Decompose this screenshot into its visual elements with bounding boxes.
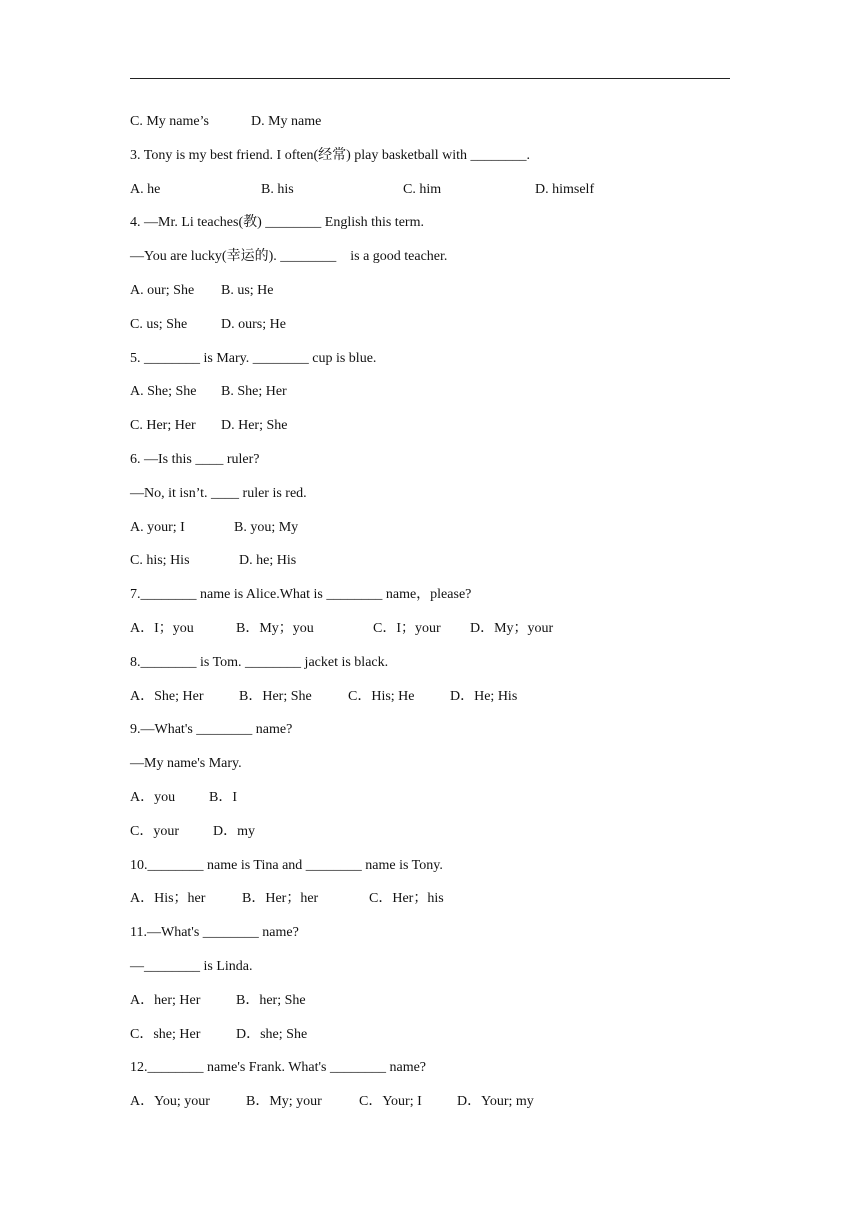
answer-option: B．My; your: [246, 1094, 322, 1110]
answer-option: D．My；your: [470, 620, 554, 636]
answer-option: C. us; She: [130, 316, 188, 332]
answer-option: D．she; She: [236, 1026, 308, 1042]
answer-option: B. you; My: [234, 519, 299, 535]
answer-option: B．Her; She: [239, 688, 312, 704]
answer-option: B. She; Her: [221, 384, 287, 400]
options-line: [130, 382, 730, 416]
question-line: 8.________ is Tom. ________ jacket is black.: [130, 654, 389, 670]
answer-option: D. ours; He: [221, 316, 286, 332]
answer-option: A．you: [130, 789, 176, 805]
question-line: 9.—What's ________ name?: [130, 722, 293, 738]
answer-option: A. your; I: [130, 519, 185, 535]
options-line: [130, 619, 730, 653]
answer-option: C. My name’s: [130, 114, 209, 129]
answer-option: D. he; His: [239, 553, 297, 569]
answer-option: C. his; His: [130, 553, 190, 569]
options-line: [130, 180, 730, 214]
answer-option: B．Her；her: [242, 891, 319, 907]
answer-option: C．His; He: [348, 688, 415, 704]
question-line: —________ is Linda.: [130, 958, 253, 974]
answer-option: C. Her; Her: [130, 418, 196, 434]
answer-option: D. My name: [251, 114, 322, 129]
answer-option: A．She; Her: [130, 688, 204, 704]
options-line: [130, 1092, 730, 1126]
answer-option: A．her; Her: [130, 992, 201, 1008]
answer-option: C．Your; I: [359, 1094, 422, 1110]
answer-option: D. Her; She: [221, 418, 288, 434]
question-line: —You are lucky(幸运的). ________ is a good teacher.: [130, 249, 448, 265]
answer-option: B. his: [261, 181, 294, 197]
options-line: [130, 889, 730, 923]
answer-option: D．He; His: [450, 688, 518, 704]
question-line: 11.—What's ________ name?: [130, 925, 299, 941]
question-line: —No, it isn’t. ____ ruler is red.: [130, 485, 307, 501]
options-line: [130, 687, 730, 721]
answer-option: C．I；your: [373, 620, 441, 636]
answer-option: B．I: [209, 789, 237, 805]
question-line: 6. —Is this ____ ruler?: [130, 451, 260, 467]
question-line: 5. ________ is Mary. ________ cup is blue.: [130, 350, 377, 366]
options-line: [130, 822, 730, 856]
answer-option: C．your: [130, 823, 179, 839]
header-rule: [130, 78, 730, 79]
answer-option: A．You; your: [130, 1094, 210, 1110]
options-line: [130, 315, 730, 349]
answer-option: A. She; She: [130, 384, 197, 400]
answer-option: D．my: [213, 823, 255, 839]
options-line: [130, 416, 730, 450]
answer-option: A. he: [130, 181, 161, 197]
question-line: —My name's Mary.: [130, 756, 242, 772]
options-line: [130, 991, 730, 1025]
answer-option: A．His；her: [130, 891, 206, 907]
answer-option: C．Her；his: [369, 891, 444, 907]
answer-option: B. us; He: [221, 282, 274, 298]
question-line: 3. Tony is my best friend. I often(经常) play basketball with ________.: [130, 147, 531, 163]
answer-option: C．she; Her: [130, 1026, 201, 1042]
options-line: [130, 1025, 730, 1059]
question-line: 10.________ name is Tina and ________ name is Tony.: [130, 857, 443, 873]
options-line: [130, 788, 730, 822]
options-line: [130, 281, 730, 315]
answer-option: B．My；you: [236, 620, 314, 636]
options-line: [130, 518, 730, 552]
worksheet-content: [130, 112, 730, 1126]
answer-option: D．Your; my: [457, 1094, 534, 1110]
answer-option: D. himself: [535, 181, 595, 197]
answer-option: B．her; She: [236, 992, 306, 1008]
question-line: 4. —Mr. Li teaches(教) ________ English this term.: [130, 215, 424, 231]
options-line: [130, 112, 730, 146]
answer-option: A. our; She: [130, 282, 195, 298]
question-line: 7.________ name is Alice.What is ________ name，please?: [130, 587, 472, 603]
answer-option: A．I；you: [130, 620, 194, 636]
question-line: 12.________ name's Frank. What's ________ name?: [130, 1060, 427, 1076]
answer-option: C. him: [403, 181, 442, 197]
options-line: [130, 551, 730, 585]
